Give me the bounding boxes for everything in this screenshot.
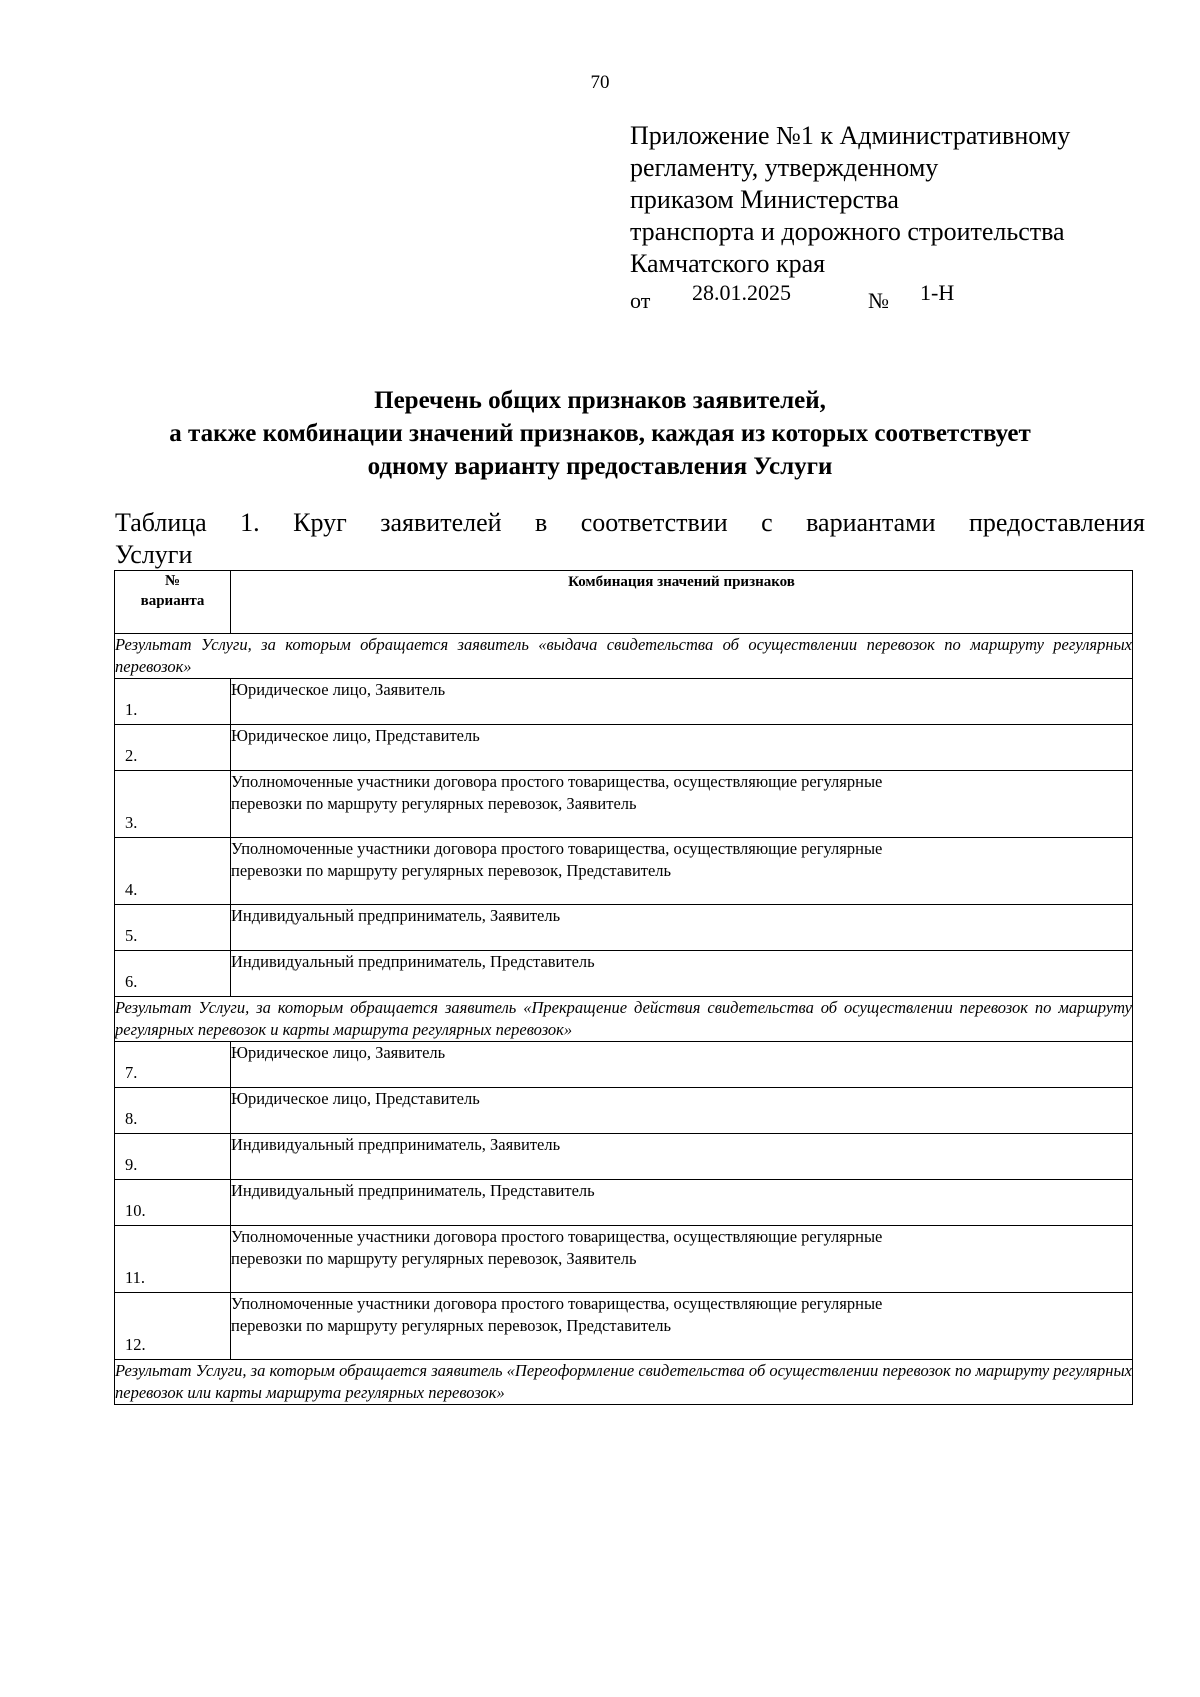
title-line: а также комбинации значений признаков, каждая из которых соответствует: [169, 420, 1031, 447]
table-row: [115, 1088, 1133, 1134]
variant-number: 10.: [125, 1201, 146, 1220]
table-row: [115, 951, 1133, 997]
appendix-line: транспорта и дорожного строительства: [630, 217, 1065, 246]
title-line: Перечень общих признаков заявителей,: [374, 387, 826, 414]
order-number: 1-Н: [920, 280, 955, 305]
variant-description-cont: перевозки по маршруту регулярных перевозок, Представитель: [231, 861, 672, 880]
variant-number: 8.: [125, 1109, 138, 1128]
variant-description: Индивидуальный предприниматель, Заявитель: [231, 906, 561, 925]
variant-description-cont: перевозки по маршруту регулярных перевозок, Заявитель: [231, 794, 637, 813]
variant-description-cont: перевозки по маршруту регулярных перевозок, Заявитель: [231, 1249, 637, 1268]
section-result: Результат Услуги, за которым обращается заявитель «Прекращение действия свидетельства об осуществлении перевозок по маршруту регулярных перевозок и карты маршрута регулярных перевозок»: [115, 997, 1133, 1042]
variant-description: Уполномоченные участники договора простого товарищества, осуществляющие регулярные: [231, 772, 883, 791]
variant-number: 1.: [125, 700, 138, 719]
variant-description: Юридическое лицо, Представитель: [231, 726, 480, 745]
variant-number: 9.: [125, 1155, 138, 1174]
variant-description: Юридическое лицо, Заявитель: [231, 1043, 446, 1062]
variant-number: 2.: [125, 746, 138, 765]
section-row: [115, 634, 1133, 679]
table-row: [115, 1042, 1133, 1088]
variant-description: Юридическое лицо, Представитель: [231, 1089, 480, 1108]
table-row: [115, 1293, 1133, 1360]
table-row: [115, 679, 1133, 725]
variant-description: Уполномоченные участники договора простого товарищества, осуществляющие регулярные: [231, 1227, 883, 1246]
section-row: [115, 997, 1133, 1042]
section-result: Результат Услуги, за которым обращается заявитель «выдача свидетельства об осуществлении перевозок по маршруту регулярных перевозок»: [115, 634, 1133, 679]
table-row: [115, 771, 1133, 838]
header-number-sign: №: [164, 573, 181, 589]
variant-description-cont: перевозки по маршруту регулярных перевозок, Представитель: [231, 1316, 672, 1335]
table-row: [115, 725, 1133, 771]
section-result: Результат Услуги, за которым обращается заявитель «Переоформление свидетельства об осуществлении перевозок по маршруту регулярных перевозок или карты маршрута регулярных перевозок»: [115, 1360, 1133, 1405]
table-header-row: [115, 571, 1133, 634]
page-number: 70: [590, 72, 610, 93]
variant-description: Юридическое лицо, Заявитель: [231, 680, 446, 699]
table-caption-continued: Услуги: [115, 540, 193, 569]
variant-description: Индивидуальный предприниматель, Представитель: [231, 1181, 595, 1200]
table-row: [115, 905, 1133, 951]
variant-number: 5.: [125, 926, 138, 945]
variant-number: 11.: [125, 1268, 146, 1287]
variant-description: Индивидуальный предприниматель, Заявитель: [231, 1135, 561, 1154]
combination-header: Комбинация значений признаков: [231, 571, 1133, 634]
appendix-line: регламенту, утвержденному: [630, 153, 939, 182]
appendix-line: приказом Министерства: [630, 185, 899, 214]
variant-description: Уполномоченные участники договора простого товарищества, осуществляющие регулярные: [231, 839, 883, 858]
variant-description: Индивидуальный предприниматель, Представитель: [231, 952, 595, 971]
table-row: [115, 1134, 1133, 1180]
variant-number-header: [115, 571, 231, 634]
title-line: одному варианту предоставления Услуги: [367, 453, 833, 480]
number-label: №: [868, 288, 889, 313]
table-row: [115, 838, 1133, 905]
variant-number: 3.: [125, 813, 138, 832]
variants-table: [114, 570, 1133, 1405]
appendix-line: Приложение №1 к Административному: [630, 121, 1071, 150]
header-variant-word: варианта: [140, 593, 205, 609]
table-caption: Таблица 1. Круг заявителей в соответствии с вариантами предоставления: [115, 508, 1145, 537]
appendix-block: [630, 120, 1150, 280]
appendix-line: Камчатского края: [630, 249, 826, 278]
section-row: [115, 1360, 1133, 1405]
table-row: [115, 1180, 1133, 1226]
variant-number: 4.: [125, 880, 138, 899]
variant-number: 6.: [125, 972, 138, 991]
order-reference: [630, 280, 1150, 320]
variant-description: Уполномоченные участники договора простого товарищества, осуществляющие регулярные: [231, 1294, 883, 1313]
document-title: [60, 384, 1140, 483]
order-date: 28.01.2025: [692, 280, 791, 305]
table-row: [115, 1226, 1133, 1293]
variant-number: 12.: [125, 1335, 146, 1354]
from-label: от: [630, 288, 651, 313]
variant-number: 7.: [125, 1063, 138, 1082]
